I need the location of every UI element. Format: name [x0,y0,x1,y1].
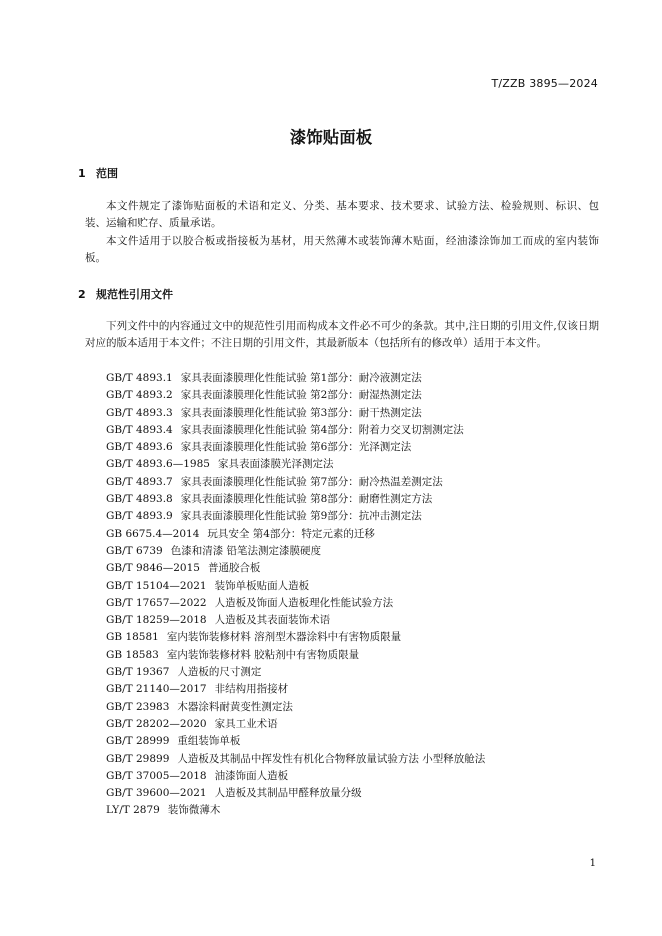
reference-title: 人造板的尺寸测定 [177,666,262,679]
reference-standard-code: GB/T 4893.4 [106,423,173,436]
reference-standard-code: GB/T 6739 [106,544,163,557]
reference-title: 人造板及其制品中挥发性有机化合物释放量试验方法 小型释放舱法 [177,752,486,765]
reference-item [106,785,485,802]
reference-title: 色漆和清漆 铅笔法测定漆膜硬度 [170,544,322,557]
reference-title: 木器涂料耐黄变性测定法 [177,700,293,713]
reference-title: 家具表面漆膜理化性能试验 第6部分：光泽测定法 [180,441,412,454]
reference-item [106,716,485,733]
reference-item [106,733,485,750]
reference-standard-code: GB 6675.4—2014 [106,527,200,540]
reference-title: 人造板及其表面装饰术语 [214,614,331,627]
reference-title: 人造板及饰面人造板理化性能试验方法 [214,596,394,609]
reference-title: 装饰单板贴面人造板 [214,579,310,592]
reference-standard-code: GB/T 15104—2021 [106,579,207,592]
reference-standard-code: GB 18581 [106,631,159,644]
reference-item [106,647,485,664]
reference-standard-code: LY/T 2879 [106,804,160,817]
reference-standard-code: GB/T 9846—2015 [106,562,200,575]
page-number: 1 [589,858,596,869]
reference-item [106,560,485,577]
reference-item [106,681,485,698]
reference-standard-code: GB/T 37005—2018 [106,769,207,782]
reference-title: 普通胶合板 [207,562,261,575]
reference-title: 家具表面漆膜理化性能试验 第8部分：耐磨性测定方法 [180,493,433,506]
reference-title: 家具表面漆膜理化性能试验 第9部分：抗冲击测定法 [180,510,422,523]
reference-title: 家具表面漆膜理化性能试验 第2部分：耐湿热测定法 [180,389,422,402]
reference-item [106,578,485,595]
reference-item [106,751,485,768]
reference-title: 玩具安全 第4部分：特定元素的迁移 [207,527,375,540]
reference-title: 室内装饰装修材料 胶粘剂中有害物质限量 [166,648,360,661]
reference-standard-code: GB/T 19367 [106,666,170,679]
reference-title: 家具表面漆膜理化性能试验 第3部分：耐干热测定法 [180,406,422,419]
reference-standard-code: GB/T 17657—2022 [106,596,207,609]
section-title: 规范性引用文件 [96,288,173,301]
reference-item [106,508,485,525]
reference-standard-code: GB/T 4893.6 [106,441,173,454]
reference-item [106,405,485,422]
reference-item [106,422,485,439]
reference-item [106,664,485,681]
section-number: 1 [78,167,86,180]
reference-standard-code: GB/T 4893.2 [106,389,173,402]
document-code: T/ZZB 3895—2024 [491,77,598,90]
scope-paragraph-2: 本文件适用于以胶合板或指接板为基材，用天然薄木或装饰薄木贴面，经油漆涂饰加工而成的室内装饰板。 [85,235,599,264]
reference-standard-code: GB/T 4893.8 [106,493,173,506]
reference-standard-code: GB/T 39600—2021 [106,787,207,800]
reference-title: 室内装饰装修材料 溶剂型木器涂料中有害物质限量 [166,631,402,644]
reference-item [106,474,485,491]
normative-reference-list [106,370,485,820]
reference-item [106,456,485,473]
reference-item [106,543,485,560]
section-title: 范围 [96,167,118,180]
reference-title: 油漆饰面人造板 [214,769,289,782]
reference-item [106,802,485,819]
reference-standard-code: GB/T 4893.6—1985 [106,458,210,471]
reference-item [106,387,485,404]
section-number: 2 [78,288,86,301]
reference-standard-code: GB/T 18259—2018 [106,614,207,627]
reference-standard-code: GB/T 4893.7 [106,475,173,488]
reference-title: 装饰微薄木 [167,804,221,817]
reference-item [106,491,485,508]
reference-standard-code: GB/T 4893.1 [106,372,173,384]
reference-standard-code: GB/T 4893.3 [106,406,173,419]
reference-standard-code: GB/T 23983 [106,700,170,713]
reference-title: 人造板及其制品甲醛释放量分级 [214,787,362,800]
reference-item [106,595,485,612]
reference-item [106,699,485,716]
reference-title: 家具表面漆膜理化性能试验 第1部分：耐冷液测定法 [180,372,422,384]
section-2-heading [78,286,173,302]
reference-title: 家具表面漆膜理化性能试验 第7部分：耐冷热温差测定法 [180,475,443,488]
document-title: 漆饰贴面板 [289,128,373,147]
reference-standard-code: GB/T 28999 [106,735,170,748]
reference-standard-code: GB 18583 [106,648,159,661]
reference-item [106,526,485,543]
reference-item [106,612,485,629]
section-1-heading [78,165,118,181]
reference-title: 家具工业术语 [214,717,278,730]
reference-standard-code: GB/T 29899 [106,752,170,765]
reference-item [106,768,485,785]
scope-paragraph-1: 本文件规定了漆饰贴面板的术语和定义、分类、基本要求、技术要求、试验方法、检验规则、标识、包装、运输和贮存、质量承诺。 [85,200,599,229]
reference-item [106,629,485,646]
normative-intro-paragraph: 下列文件中的内容通过文中的规范性引用而构成本文件必不可少的条款。其中,注日期的引用文件,仅该日期对应的版本适用于本文件；不注日期的引用文件，其最新版本（包括所有的修改单）适用于本文件。 [85,320,599,349]
reference-title: 家具表面漆膜光泽测定法 [217,458,334,471]
reference-title: 非结构用指接材 [214,683,289,696]
reference-standard-code: GB/T 21140—2017 [106,683,207,696]
reference-standard-code: GB/T 4893.9 [106,510,173,523]
reference-item [106,370,485,387]
reference-item [106,439,485,456]
reference-title: 重组装饰单板 [177,735,241,748]
reference-standard-code: GB/T 28202—2020 [106,717,207,730]
reference-title: 家具表面漆膜理化性能试验 第4部分：附着力交叉切割测定法 [180,423,464,436]
